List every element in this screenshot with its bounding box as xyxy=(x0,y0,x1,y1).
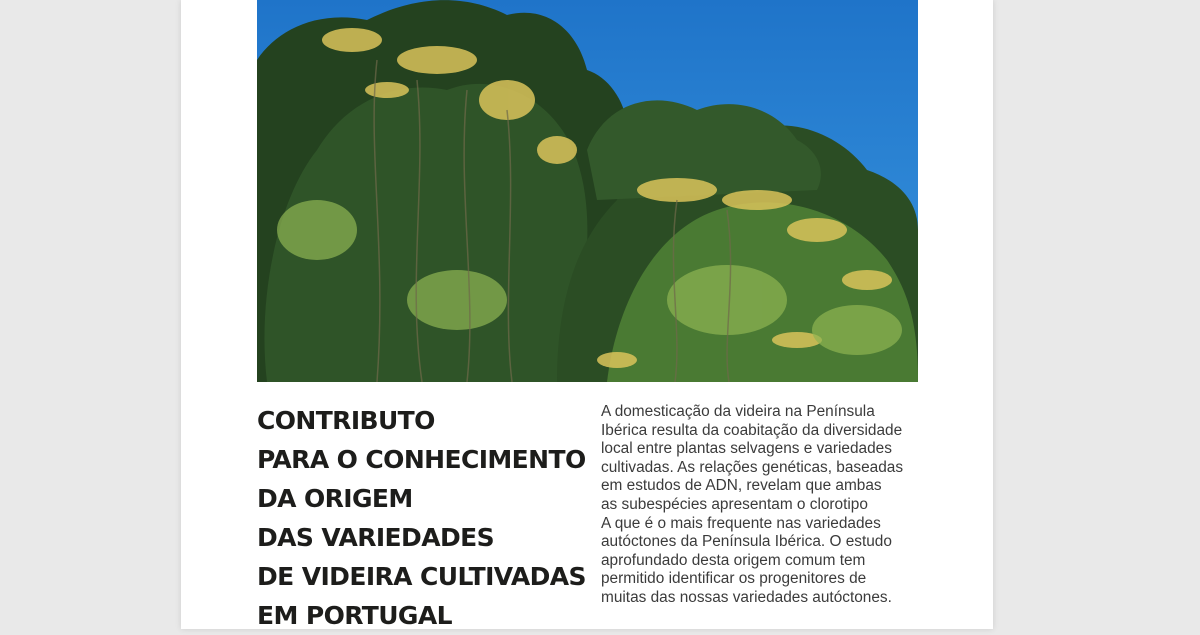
title-line: PARA O CONHECIMENTO xyxy=(257,445,586,474)
body-line: em estudos de ADN, revelam que ambas xyxy=(601,477,882,495)
article-title xyxy=(257,401,597,635)
body-line: permitido identificar os progenitores de xyxy=(601,570,867,588)
body-line: A que é o mais frequente nas variedades xyxy=(601,514,881,532)
body-line: Ibérica resulta da coabitação da diversidade xyxy=(601,421,903,439)
title-line: DA ORIGEM xyxy=(257,484,413,513)
document-page xyxy=(181,0,993,629)
title-line: CONTRIBUTO xyxy=(257,406,435,435)
title-line: EM PORTUGAL xyxy=(257,601,452,630)
article-body xyxy=(601,403,921,608)
body-line: local entre plantas selvagens e variedades xyxy=(601,440,892,458)
body-line: aprofundado desta origem comum tem xyxy=(601,551,866,569)
body-line: muitas das nossas variedades autóctones. xyxy=(601,588,892,606)
title-line: DE VIDEIRA CULTIVADAS xyxy=(257,562,586,591)
body-line: autóctones da Península Ibérica. O estudo xyxy=(601,533,892,551)
vine-photo xyxy=(257,0,918,382)
body-line: as subespécies apresentam o clorotipo xyxy=(601,495,868,513)
body-line: cultivadas. As relações genéticas, baseadas xyxy=(601,458,904,476)
body-line: A domesticação da videira na Península xyxy=(601,403,875,420)
title-line: DAS VARIEDADES xyxy=(257,523,494,552)
